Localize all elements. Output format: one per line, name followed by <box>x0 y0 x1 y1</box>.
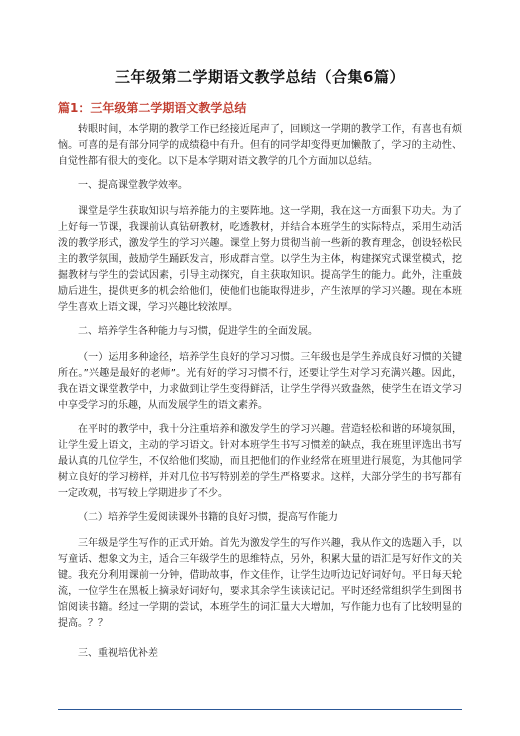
section-heading: 篇1：三年级第二学期语文教学总结 <box>58 101 247 115</box>
paragraph-habits: （一）运用多种途径，培养学生良好的学习习惯。三年级也是学生养成良好习惯的关键所在。”兴趣是最好的老师”。光有好的学习习惯不行，还要让学生对学习充满兴趣。因此，我在语文课堂教学中，力求做到让学生变得鲜活，让学生学得兴致盎然，使学生在语文学习中享受学习的乐趣，从而发展学生的语文素养。 <box>58 352 462 411</box>
heading-2: 二、培养学生各种能力与习惯，促进学生的全面发展。 <box>78 326 318 337</box>
paragraph-interest: 在平时的教学中，我十分注重培养和激发学生的学习兴趣。营造轻松和谐的环境氛围，让学生爱上语文，主动的学习语文。针对本班学生书写习惯差的缺点，我在班里评选出书写最认真的几位学生，不仅给他们奖励，而且把他们的作业经常在班里进行展览，为其他同学树立良好的学习榜样，并对几位书写特别差的学生严格要求。这样，大部分学生的书写都有一定改观，书写较上学期进步了不少。 <box>58 424 462 499</box>
footer-rule <box>58 709 462 710</box>
paragraph-classroom: 课堂是学生获取知识与培养能力的主要阵地。这一学期，我在这一方面狠下功夫。为了上好每一节课，我课前认真钻研教材，吃透教材，并结合本班学生的实际特点，采用生动活泼的教学形式，激发学生的学习兴趣。课堂上努力贯彻当前一些新的教育理念，创设轻松民主的教学氛围，鼓励学生踊跃发言，形成群言堂。以学生为主体，构建探究式课堂模式，挖掘教材与学生的尝试因素，引导主动探究，自主获取知识。提高学生的能力。此外，注重鼓励后进生，提供更多的机会给他们，使他们也能取得进步，产生浓厚的学习兴趣。现在本班学生喜欢上语文课，学习兴趣比较浓厚。 <box>58 206 462 313</box>
heading-1: 一、提高课堂教学效率。 <box>78 180 188 191</box>
document-body <box>58 122 462 672</box>
paragraph-writing: 三年级是学生写作的正式开始。首先为激发学生的写作兴趣，我从作文的选题入手，以写童话、想象文为主，适合三年级学生的思维特点，另外，积累大量的语汇是写好作文的关键。我充分利用课前一分钟，借助故事，作文佳作，让学生边听边记好词好句。平日每天轮流，一位学生在黑板上摘录好词好句，要求其余学生读读记记。平时还经常组织学生到图书馆阅读书籍。经过一学期的尝试，本班学生的词汇量大大增加，写作能力也有了比较明显的提高。？？ <box>58 538 462 629</box>
document-title: 三年级第二学期语文教学总结（合集6篇） <box>115 68 405 86</box>
heading-3: 三、重视培优补差 <box>78 648 158 659</box>
paragraph-intro: 转眼时间，本学期的教学工作已经接近尾声了，回顾这一学期的教学工作，有喜也有烦恼。可喜的是有部分同学的成绩稳中有升。但有的同学却变得更加懒散了，学习的主动性、自觉性都有很大的变化。以下是本学期对语文教学的几个方面加以总结。 <box>58 124 462 167</box>
subheading-reading: （二）培养学生爱阅读课外书籍的良好习惯，提高写作能力 <box>78 512 338 523</box>
